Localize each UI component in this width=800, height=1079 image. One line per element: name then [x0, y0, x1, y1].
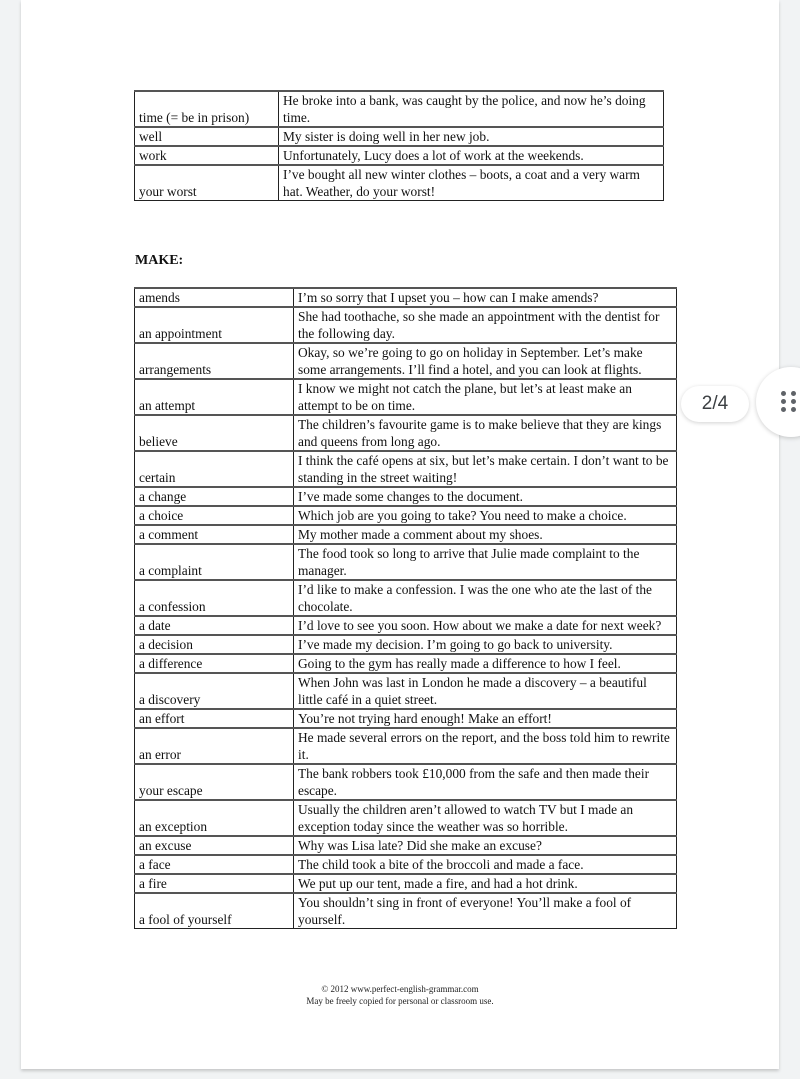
collocation-word: an exception [135, 800, 294, 836]
grid-dots-icon [781, 391, 797, 413]
table-row [135, 525, 677, 544]
table-row [135, 487, 677, 506]
table-row [135, 506, 677, 525]
collocation-word: an excuse [135, 836, 294, 855]
table-row [135, 654, 677, 673]
table-row [135, 855, 677, 874]
table-row [135, 307, 677, 343]
make-heading: MAKE: [135, 253, 184, 268]
table-row [135, 580, 677, 616]
example-sentence: Going to the gym has really made a difference to how I feel. [294, 654, 677, 673]
example-sentence: My sister is doing well in her new job. [279, 127, 664, 146]
collocation-word: well [135, 127, 279, 146]
collocation-word: an attempt [135, 379, 294, 415]
collocation-word: an appointment [135, 307, 294, 343]
collocation-word: a choice [135, 506, 294, 525]
collocation-word: an error [135, 728, 294, 764]
collocation-word: a face [135, 855, 294, 874]
table-row [135, 343, 677, 379]
usage-note: May be freely copied for personal or classroom use. [306, 996, 494, 1006]
collocation-word: a difference [135, 654, 294, 673]
example-sentence: Which job are you going to take? You need to make a choice. [294, 506, 677, 525]
example-sentence: He broke into a bank, was caught by the police, and now he’s doing time. [279, 91, 664, 127]
example-sentence: I’d like to make a confession. I was the one who ate the last of the chocolate. [294, 580, 677, 616]
example-sentence: I’ve made my decision. I’m going to go back to university. [294, 635, 677, 654]
collocation-word: time (= be in prison) [135, 91, 279, 127]
collocation-word: arrangements [135, 343, 294, 379]
example-sentence: Why was Lisa late? Did she make an excuse? [294, 836, 677, 855]
collocation-word: a complaint [135, 544, 294, 580]
table-row [135, 415, 677, 451]
example-sentence: The child took a bite of the broccoli and made a face. [294, 855, 677, 874]
collocation-word: a change [135, 487, 294, 506]
collocation-word: a confession [135, 580, 294, 616]
copyright-text: © 2012 www.perfect-english-grammar.com [321, 984, 479, 994]
table-row [135, 127, 664, 146]
table-row [135, 764, 677, 800]
do-collocations-table [134, 90, 664, 201]
collocation-word: a discovery [135, 673, 294, 709]
table-row [135, 836, 677, 855]
example-sentence: Unfortunately, Lucy does a lot of work at the weekends. [279, 146, 664, 165]
collocation-word: a fool of yourself [135, 893, 294, 929]
table-row [135, 673, 677, 709]
collocation-word: a comment [135, 525, 294, 544]
collocation-word: your worst [135, 165, 279, 201]
collocation-word: your escape [135, 764, 294, 800]
page-indicator: 2/4 [681, 386, 749, 422]
example-sentence: I know we might not catch the plane, but let’s at least make an attempt to be on time. [294, 379, 677, 415]
example-sentence: You shouldn’t sing in front of everyone! You’ll make a fool of yourself. [294, 893, 677, 929]
table-row [135, 893, 677, 929]
example-sentence: The children’s favourite game is to make believe that they are kings and queens from long ago. [294, 415, 677, 451]
table-row [135, 635, 677, 654]
table-row [135, 91, 664, 127]
collocation-word: believe [135, 415, 294, 451]
example-sentence: She had toothache, so she made an appointment with the dentist for the following day. [294, 307, 677, 343]
example-sentence: We put up our tent, made a fire, and had a hot drink. [294, 874, 677, 893]
table-row [135, 874, 677, 893]
table-row [135, 709, 677, 728]
example-sentence: I’m so sorry that I upset you – how can I make amends? [294, 288, 677, 307]
table-row [135, 616, 677, 635]
table-row [135, 728, 677, 764]
example-sentence: I’ve made some changes to the document. [294, 487, 677, 506]
table-row [135, 288, 677, 307]
collocation-word: certain [135, 451, 294, 487]
table-row [135, 544, 677, 580]
table-row [135, 451, 677, 487]
table-row [135, 800, 677, 836]
collocation-word: a date [135, 616, 294, 635]
example-sentence: My mother made a comment about my shoes. [294, 525, 677, 544]
collocation-word: a fire [135, 874, 294, 893]
example-sentence: The food took so long to arrive that Julie made complaint to the manager. [294, 544, 677, 580]
document-page [21, 0, 779, 1069]
example-sentence: Usually the children aren’t allowed to watch TV but I made an exception today since the weather was so horrible. [294, 800, 677, 836]
table-row [135, 379, 677, 415]
make-collocations-table [134, 287, 677, 929]
collocation-word: an effort [135, 709, 294, 728]
example-sentence: I think the café opens at six, but let’s make certain. I don’t want to be standing in the street waiting! [294, 451, 677, 487]
example-sentence: He made several errors on the report, and the boss told him to rewrite it. [294, 728, 677, 764]
example-sentence: I’d love to see you soon. How about we make a date for next week? [294, 616, 677, 635]
example-sentence: You’re not trying hard enough! Make an effort! [294, 709, 677, 728]
example-sentence: I’ve bought all new winter clothes – boots, a coat and a very warm hat. Weather, do your worst! [279, 165, 664, 201]
example-sentence: When John was last in London he made a discovery – a beautiful little café in a quiet street. [294, 673, 677, 709]
collocation-word: amends [135, 288, 294, 307]
page-footer [21, 983, 779, 1007]
collocation-word: a decision [135, 635, 294, 654]
example-sentence: Okay, so we’re going to go on holiday in September. Let’s make some arrangements. I’ll find a hotel, and you can look at flights. [294, 343, 677, 379]
table-row [135, 165, 664, 201]
example-sentence: The bank robbers took £10,000 from the safe and then made their escape. [294, 764, 677, 800]
table-row [135, 146, 664, 165]
collocation-word: work [135, 146, 279, 165]
